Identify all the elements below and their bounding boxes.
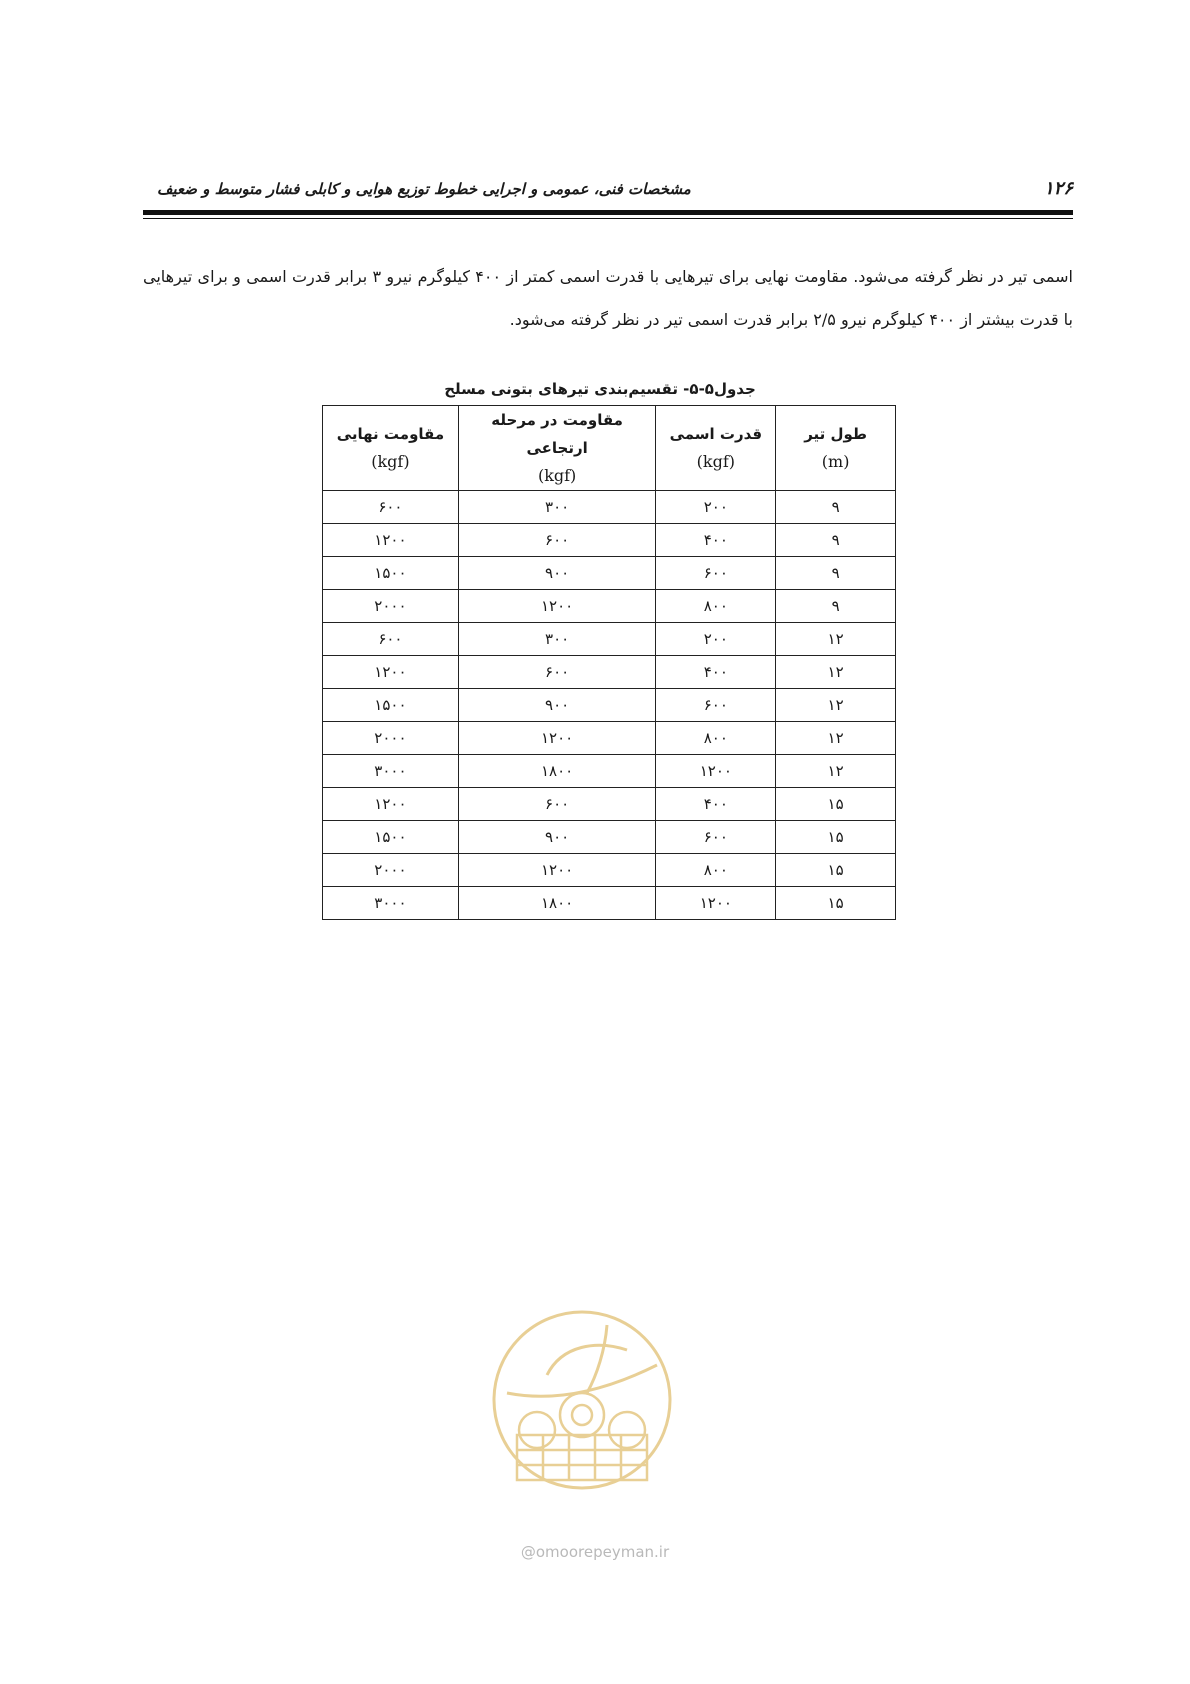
page-number: ۱۲۶ (1043, 178, 1073, 199)
table-cell: ۳۰۰ (458, 491, 656, 524)
table-cell: ۱۲۰۰ (656, 755, 776, 788)
header-label: مقاومت نهایی (336, 425, 445, 443)
omoorepeyman-logo (487, 1305, 677, 1495)
table-cell: ۹۰۰ (458, 557, 656, 590)
table-row (323, 590, 896, 623)
table-cell: ۶۰۰ (656, 821, 776, 854)
page-header (143, 178, 1073, 208)
table-row (323, 491, 896, 524)
table-cell: ۱۵ (776, 854, 896, 887)
header-unit: (kgf) (371, 452, 410, 471)
table-cell: ۱۲۰۰ (458, 590, 656, 623)
table-cell: ۱۲۰۰ (323, 788, 459, 821)
table-cell: ۱۸۰۰ (458, 887, 656, 920)
header-label: قدرت اسمی (669, 425, 763, 443)
table-cell: ۱۲ (776, 623, 896, 656)
body-paragraph: اسمی تیر در نظر گرفته می‌شود. مقاومت نهایی برای تیرهایی با قدرت اسمی کمتر از ۴۰۰ کیلوگرم نیرو ۳ برابر قدرت اسمی و برای تیرهایی با قدرت بیشتر از ۴۰۰ کیلوگرم نیرو ۲/۵ برابر قدرت اسمی تیر در نظر گرفته می‌شود. (143, 267, 1073, 329)
table-cell: ۹ (776, 491, 896, 524)
table-cell: ۴۰۰ (656, 656, 776, 689)
table-cell: ۶۰۰ (458, 656, 656, 689)
table-cell: ۱۸۰۰ (458, 755, 656, 788)
header-ultimate-strength (323, 406, 459, 491)
table-cell: ۱۲ (776, 722, 896, 755)
table-cell: ۱۲۰۰ (323, 656, 459, 689)
running-title: مشخصات فنی، عمومی و اجرایی خطوط توزیع هوایی و کابلی فشار متوسط و ضعیف (157, 180, 691, 198)
table-header-row (323, 406, 896, 491)
table-row (323, 854, 896, 887)
table-row (323, 689, 896, 722)
table-cell: ۶۰۰ (458, 524, 656, 557)
table-cell: ۸۰۰ (656, 854, 776, 887)
table-cell: ۲۰۰۰ (323, 854, 459, 887)
table-row (323, 524, 896, 557)
table-cell: ۱۵۰۰ (323, 557, 459, 590)
pole-classification-table (322, 405, 896, 920)
header-unit: (kgf) (537, 466, 577, 485)
table-cell: ۱۲ (776, 755, 896, 788)
header-elastic-strength (458, 406, 656, 491)
table-cell: ۳۰۰۰ (323, 887, 459, 920)
table-cell: ۹ (776, 524, 896, 557)
table-cell: ۱۵۰۰ (323, 689, 459, 722)
table-cell: ۹۰۰ (458, 689, 656, 722)
header-label: مقاومت در مرحله ارتجاعی (491, 411, 623, 457)
table-cell: ۱۵ (776, 788, 896, 821)
table-cell: ۱۲۰۰ (323, 524, 459, 557)
table-cell: ۱۲ (776, 689, 896, 722)
header-rule-thick (143, 210, 1073, 215)
table-cell: ۴۰۰ (656, 788, 776, 821)
table-cell: ۱۲۰۰ (458, 854, 656, 887)
table-row (323, 821, 896, 854)
table-body (323, 491, 896, 920)
table-cell: ۱۲۰۰ (458, 722, 656, 755)
table-cell: ۶۰۰ (656, 557, 776, 590)
table-cell: ۲۰۰ (656, 623, 776, 656)
table-row (323, 722, 896, 755)
table-row (323, 788, 896, 821)
header-unit: (kgf) (696, 452, 736, 471)
header-unit: (m) (821, 452, 850, 471)
table-cell: ۱۵ (776, 821, 896, 854)
table-cell: ۹ (776, 590, 896, 623)
table-cell: ۱۵۰۰ (323, 821, 459, 854)
table-cell: ۳۰۰۰ (323, 755, 459, 788)
table-cell: ۱۲ (776, 656, 896, 689)
table-cell: ۲۰۰۰ (323, 590, 459, 623)
table-cell: ۹۰۰ (458, 821, 656, 854)
header-nominal-strength (656, 406, 776, 491)
header-label: طول تیر (804, 425, 868, 443)
table-row (323, 755, 896, 788)
table-row (323, 557, 896, 590)
table-cell: ۸۰۰ (656, 722, 776, 755)
table-row (323, 656, 896, 689)
table-cell: ۶۰۰ (656, 689, 776, 722)
table-row (323, 623, 896, 656)
table-cell: ۱۵ (776, 887, 896, 920)
table-cell: ۶۰۰ (458, 788, 656, 821)
table-cell: ۹ (776, 557, 896, 590)
table-row (323, 887, 896, 920)
table-cell: ۲۰۰ (656, 491, 776, 524)
table-cell: ۶۰۰ (323, 491, 459, 524)
table-cell: ۶۰۰ (323, 623, 459, 656)
table-cell: ۸۰۰ (656, 590, 776, 623)
table-cell: ۲۰۰۰ (323, 722, 459, 755)
header-rule-thin (143, 218, 1073, 219)
table-cell: ۳۰۰ (458, 623, 656, 656)
table-cell: ۱۲۰۰ (656, 887, 776, 920)
table-caption: جدول۵-۵- تقسیم‌بندی تیرهای بتونی مسلح (444, 380, 756, 398)
watermark-url: @omoorepeyman.ir (520, 1543, 670, 1561)
table-cell: ۴۰۰ (656, 524, 776, 557)
header-pole-length (776, 406, 896, 491)
